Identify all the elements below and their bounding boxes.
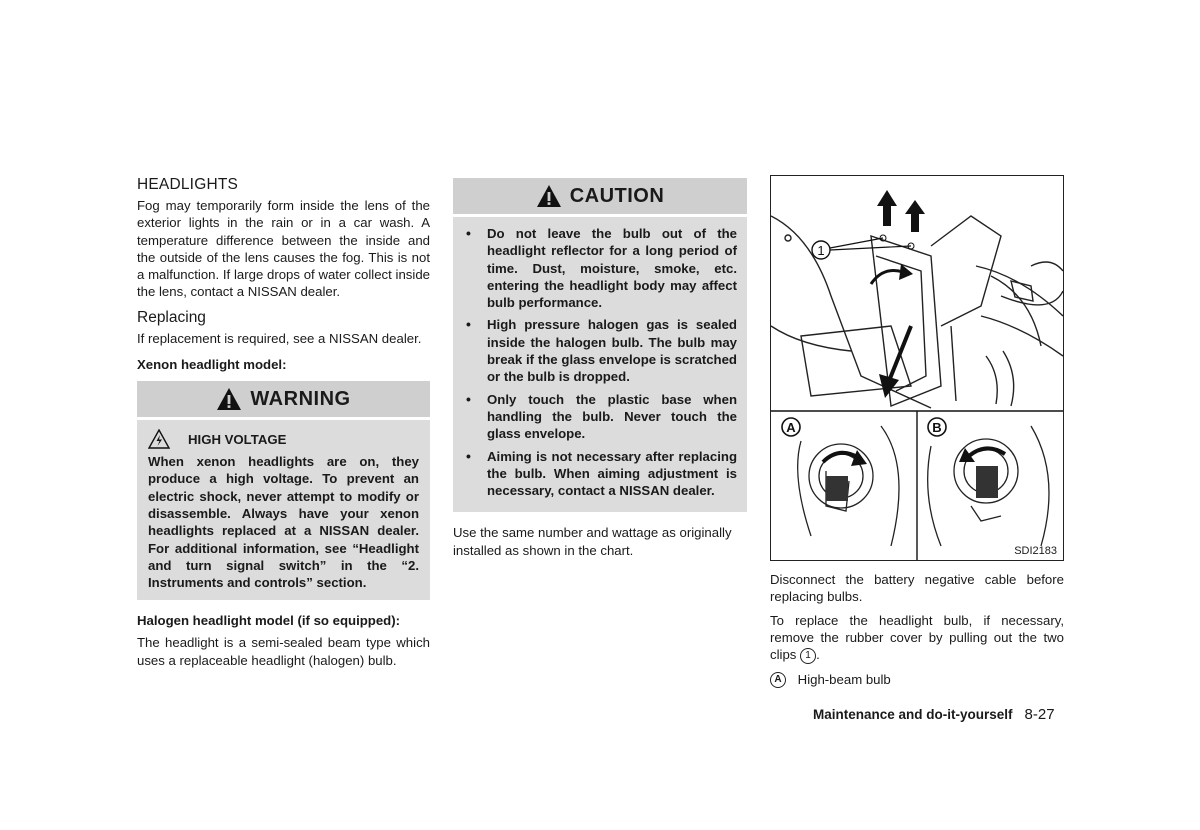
xenon-heading: Xenon headlight model: <box>137 357 287 373</box>
panel-a-label: A <box>786 420 796 435</box>
replace-text: To replace the headlight bulb, if necessary, remove the rubber cover by pulling out the two clips <box>770 612 1064 663</box>
page-number: 8-27 <box>1024 706 1055 723</box>
battery-text: Disconnect the battery negative cable before replacing bulbs. <box>770 572 1064 605</box>
intro-paragraph: Fog may temporarily form inside the lens of the exterior lights in the rain or in a car wash. A temperature difference between the inside and the outside of the lens causes the fog. This is not a malfunction. If large drops of water collect inside the lens, contact a NISSAN dealer. <box>137 198 430 300</box>
caution-item: • Do not leave the bulb out of the headlight reflector for a long period of time. Dust, moisture, smoke, etc. entering the headlight body may affect bulb performance. <box>463 225 737 311</box>
high-voltage-icon <box>148 429 170 449</box>
clip-callout: 1 <box>817 243 825 258</box>
footer-section: Maintenance and do-it-yourself <box>813 707 1013 722</box>
column-right <box>770 175 1064 688</box>
replacing-text: If replacement is required, see a NISSAN dealer. <box>137 330 422 346</box>
warning-title: WARNING <box>250 387 351 410</box>
caution-box <box>453 178 747 512</box>
page-footer <box>813 706 1055 723</box>
warning-text: When xenon headlights are on, they produce a high voltage. To prevent an electric shock, never attempt to modify or disassemble. Always have your xenon headlights replaced at a NISSAN dealer. For additional information, see “Headlight and turn signal switch” in the “2. Instruments and controls” section. <box>148 454 419 591</box>
replacing-heading: Replacing <box>137 308 206 326</box>
legend-row <box>770 671 1064 689</box>
panel-b-label: B <box>932 420 942 435</box>
headlight-figure <box>770 175 1064 561</box>
column-middle <box>453 178 747 559</box>
replace-paragraph <box>770 612 1064 664</box>
warning-body <box>137 420 430 600</box>
legend-text: High-beam bulb <box>797 671 891 687</box>
caution-list <box>453 217 747 512</box>
caution-title: CAUTION <box>569 184 665 207</box>
halogen-text: The headlight is a semi-sealed beam type which uses a replaceable headlight (halogen) bulb. <box>137 635 430 668</box>
replace-tail: . <box>816 647 820 663</box>
headlight-illustration <box>771 176 1063 560</box>
wattage-note: Use the same number and wattage as originally installed as shown in the chart. <box>453 525 732 558</box>
caution-header <box>453 178 747 217</box>
warning-triangle-icon <box>536 183 562 209</box>
figure-code: SDI2183 <box>1014 545 1057 557</box>
caution-item: • Aiming is not necessary after replacing the bulb. When aiming adjustment is necessary, contact a NISSAN dealer. <box>463 448 737 500</box>
high-voltage-label: HIGH VOLTAGE <box>188 431 287 447</box>
legend-marker: A <box>770 672 786 688</box>
section-heading: HEADLIGHTS <box>137 176 239 193</box>
caution-item: • Only touch the plastic base when handling the bulb. Never touch the glass envelope. <box>463 391 737 443</box>
warning-box <box>137 381 430 600</box>
warning-header <box>137 381 430 420</box>
column-left <box>137 176 430 669</box>
warning-triangle-icon <box>216 386 242 412</box>
high-voltage-row <box>148 429 419 449</box>
clip-marker: 1 <box>800 648 816 664</box>
halogen-heading: Halogen headlight model (if so equipped): <box>137 613 401 629</box>
caution-item: • High pressure halogen gas is sealed inside the halogen bulb. The bulb may break if the glass envelope is scratched or the bulb is dropped. <box>463 316 737 385</box>
